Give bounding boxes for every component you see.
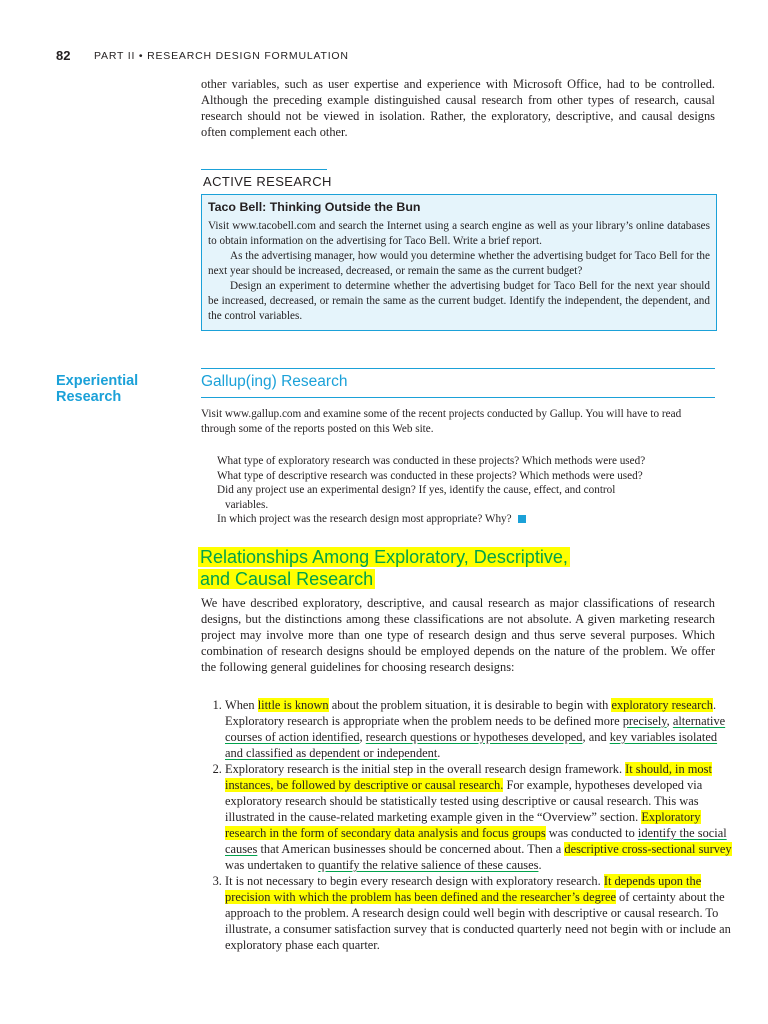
guideline-item: [225, 873, 735, 953]
experiential-research-label: [56, 373, 138, 405]
question-text: In which project was the research design most appropriate? Why?: [217, 513, 512, 525]
guideline-text: that American businesses should be concerned about. Then a: [257, 842, 565, 856]
guideline-text: Exploratory research is the initial step in the overall research design framework.: [225, 762, 626, 776]
question-item-last: [217, 512, 707, 527]
guideline-text: ,: [359, 730, 366, 744]
gallup-intro: Visit www.gallup.com and examine some of the recent projects conducted by Gallup. You will have to read through some of the reports posted on this Web site.: [201, 408, 682, 435]
guideline-text: For example, hypotheses developed via exploratory research should be statistically tested using descriptive or causal research. This was illustrated in the cause-related marketing example given in the “Overview” section.: [225, 778, 703, 824]
guideline-text: about the problem situation, it is desirable to begin with: [328, 698, 612, 712]
relationships-body-block: [201, 595, 715, 675]
guideline-text: of certainty about the approach to the problem. A research design could well begin with descriptive or causal research. To illustrate, a consumer satisfaction survey that is conducted quarterly need not begin with or include an exploratory phase each quarter.: [225, 890, 731, 952]
highlighted-text: little is known: [257, 698, 329, 712]
guidelines-list: [201, 697, 735, 953]
gallup-top-rule: [201, 368, 715, 369]
gallup-title: Gallup(ing) Research: [201, 373, 348, 390]
underlined-text: key variables isolated and classified as dependent or independent: [225, 730, 718, 760]
gallup-questions: [217, 454, 707, 527]
highlighted-text: It should, in most instances, be followed by descriptive or causal research.: [225, 762, 712, 792]
guideline-text: was conducted to: [545, 826, 638, 840]
guideline-item: [225, 697, 735, 761]
highlighted-text: descriptive cross-sectional survey: [564, 842, 732, 856]
guideline-text: . Exploratory research is appropriate when the problem needs to be defined more: [225, 698, 717, 728]
active-research-paragraph: Design an experiment to determine whether the advertising budget for Taco Bell for the next year should be increased, decreased, or remain the same as the current budget. Identify the independent, the dependent, and the control variables.: [208, 280, 710, 322]
question-item-continuation: variables.: [225, 498, 269, 511]
heading-line: Relationships Among Exploratory, Descriptive,: [200, 547, 568, 567]
gallup-bottom-rule: [201, 397, 715, 398]
guideline-item: [225, 761, 735, 873]
section-heading: [198, 546, 570, 590]
question-item: Did any project use an experimental design? If yes, identify the cause, effect, and control: [217, 484, 616, 496]
running-head: PART II • RESEARCH DESIGN FORMULATION: [94, 50, 349, 62]
active-research-paragraph: Visit www.tacobell.com and search the Internet using a search engine as well as your library’s online databases to obtain information on the advertising for Taco Bell. Write a brief report.: [208, 220, 710, 247]
intro-paragraph-block: [201, 76, 715, 140]
guideline-text: ,: [666, 714, 673, 728]
gallup-intro-block: [201, 407, 715, 437]
question-item: What type of exploratory research was conducted in these projects? Which methods were used?: [217, 455, 646, 467]
end-square-icon: [518, 515, 526, 523]
guideline-text: , and: [582, 730, 610, 744]
guideline-text: .: [538, 858, 542, 872]
guideline-text: was undertaken to: [225, 858, 319, 872]
underlined-text: quantify the relative salience of these causes: [318, 858, 539, 872]
underlined-text: identify the social causes: [225, 826, 727, 856]
underlined-text: research questions or hypotheses developed: [365, 730, 583, 744]
highlighted-text: It depends upon the precision with which the problem has been defined and the researcher’s degree: [225, 874, 702, 904]
page-number: 82: [56, 48, 71, 63]
active-research-title: Taco Bell: Thinking Outside the Bun: [208, 200, 421, 214]
heading-line: and Causal Research: [200, 569, 374, 589]
question-item: What type of descriptive research was conducted in these projects? Which methods were used?: [217, 469, 643, 482]
relationships-body: We have described exploratory, descriptive, and causal research as major classifications of research designs, but the distinctions among these classifications are not absolute. A given marketing research project may involve more than one type of research design and thus serve several purposes. Which combination of research designs should be employed depends on the nature of the problem. We offer the following general guidelines for choosing research designs:: [201, 596, 715, 674]
guideline-text: It is not necessary to begin every research design with exploratory research.: [225, 874, 604, 888]
underlined-text: precisely: [622, 714, 667, 728]
active-research-rule: [201, 169, 327, 170]
active-research-box: [201, 194, 717, 331]
highlighted-text: Exploratory research in the form of secondary data analysis and focus groups: [225, 810, 701, 840]
active-research-label: ACTIVE RESEARCH: [203, 174, 332, 189]
highlighted-text: exploratory research: [611, 698, 713, 712]
active-research-paragraph: As the advertising manager, how would you determine whether the advertising budget for Taco Bell for the next year should be increased, decreased, or remain the same as the current budget?: [208, 250, 710, 277]
guideline-text: When: [225, 698, 258, 712]
side-label-line: Experiential: [56, 373, 139, 389]
side-label-line: Research: [56, 389, 122, 405]
intro-paragraph: other variables, such as user expertise and experience with Microsoft Office, had to be controlled. Although the preceding example distinguished causal research from other types of research, causal research should not be viewed in isolation. Rather, the exploratory, descriptive, and causal designs often complement each other.: [201, 77, 715, 139]
guideline-text: .: [437, 746, 441, 760]
underlined-text: alternative courses of action identified: [225, 714, 726, 744]
